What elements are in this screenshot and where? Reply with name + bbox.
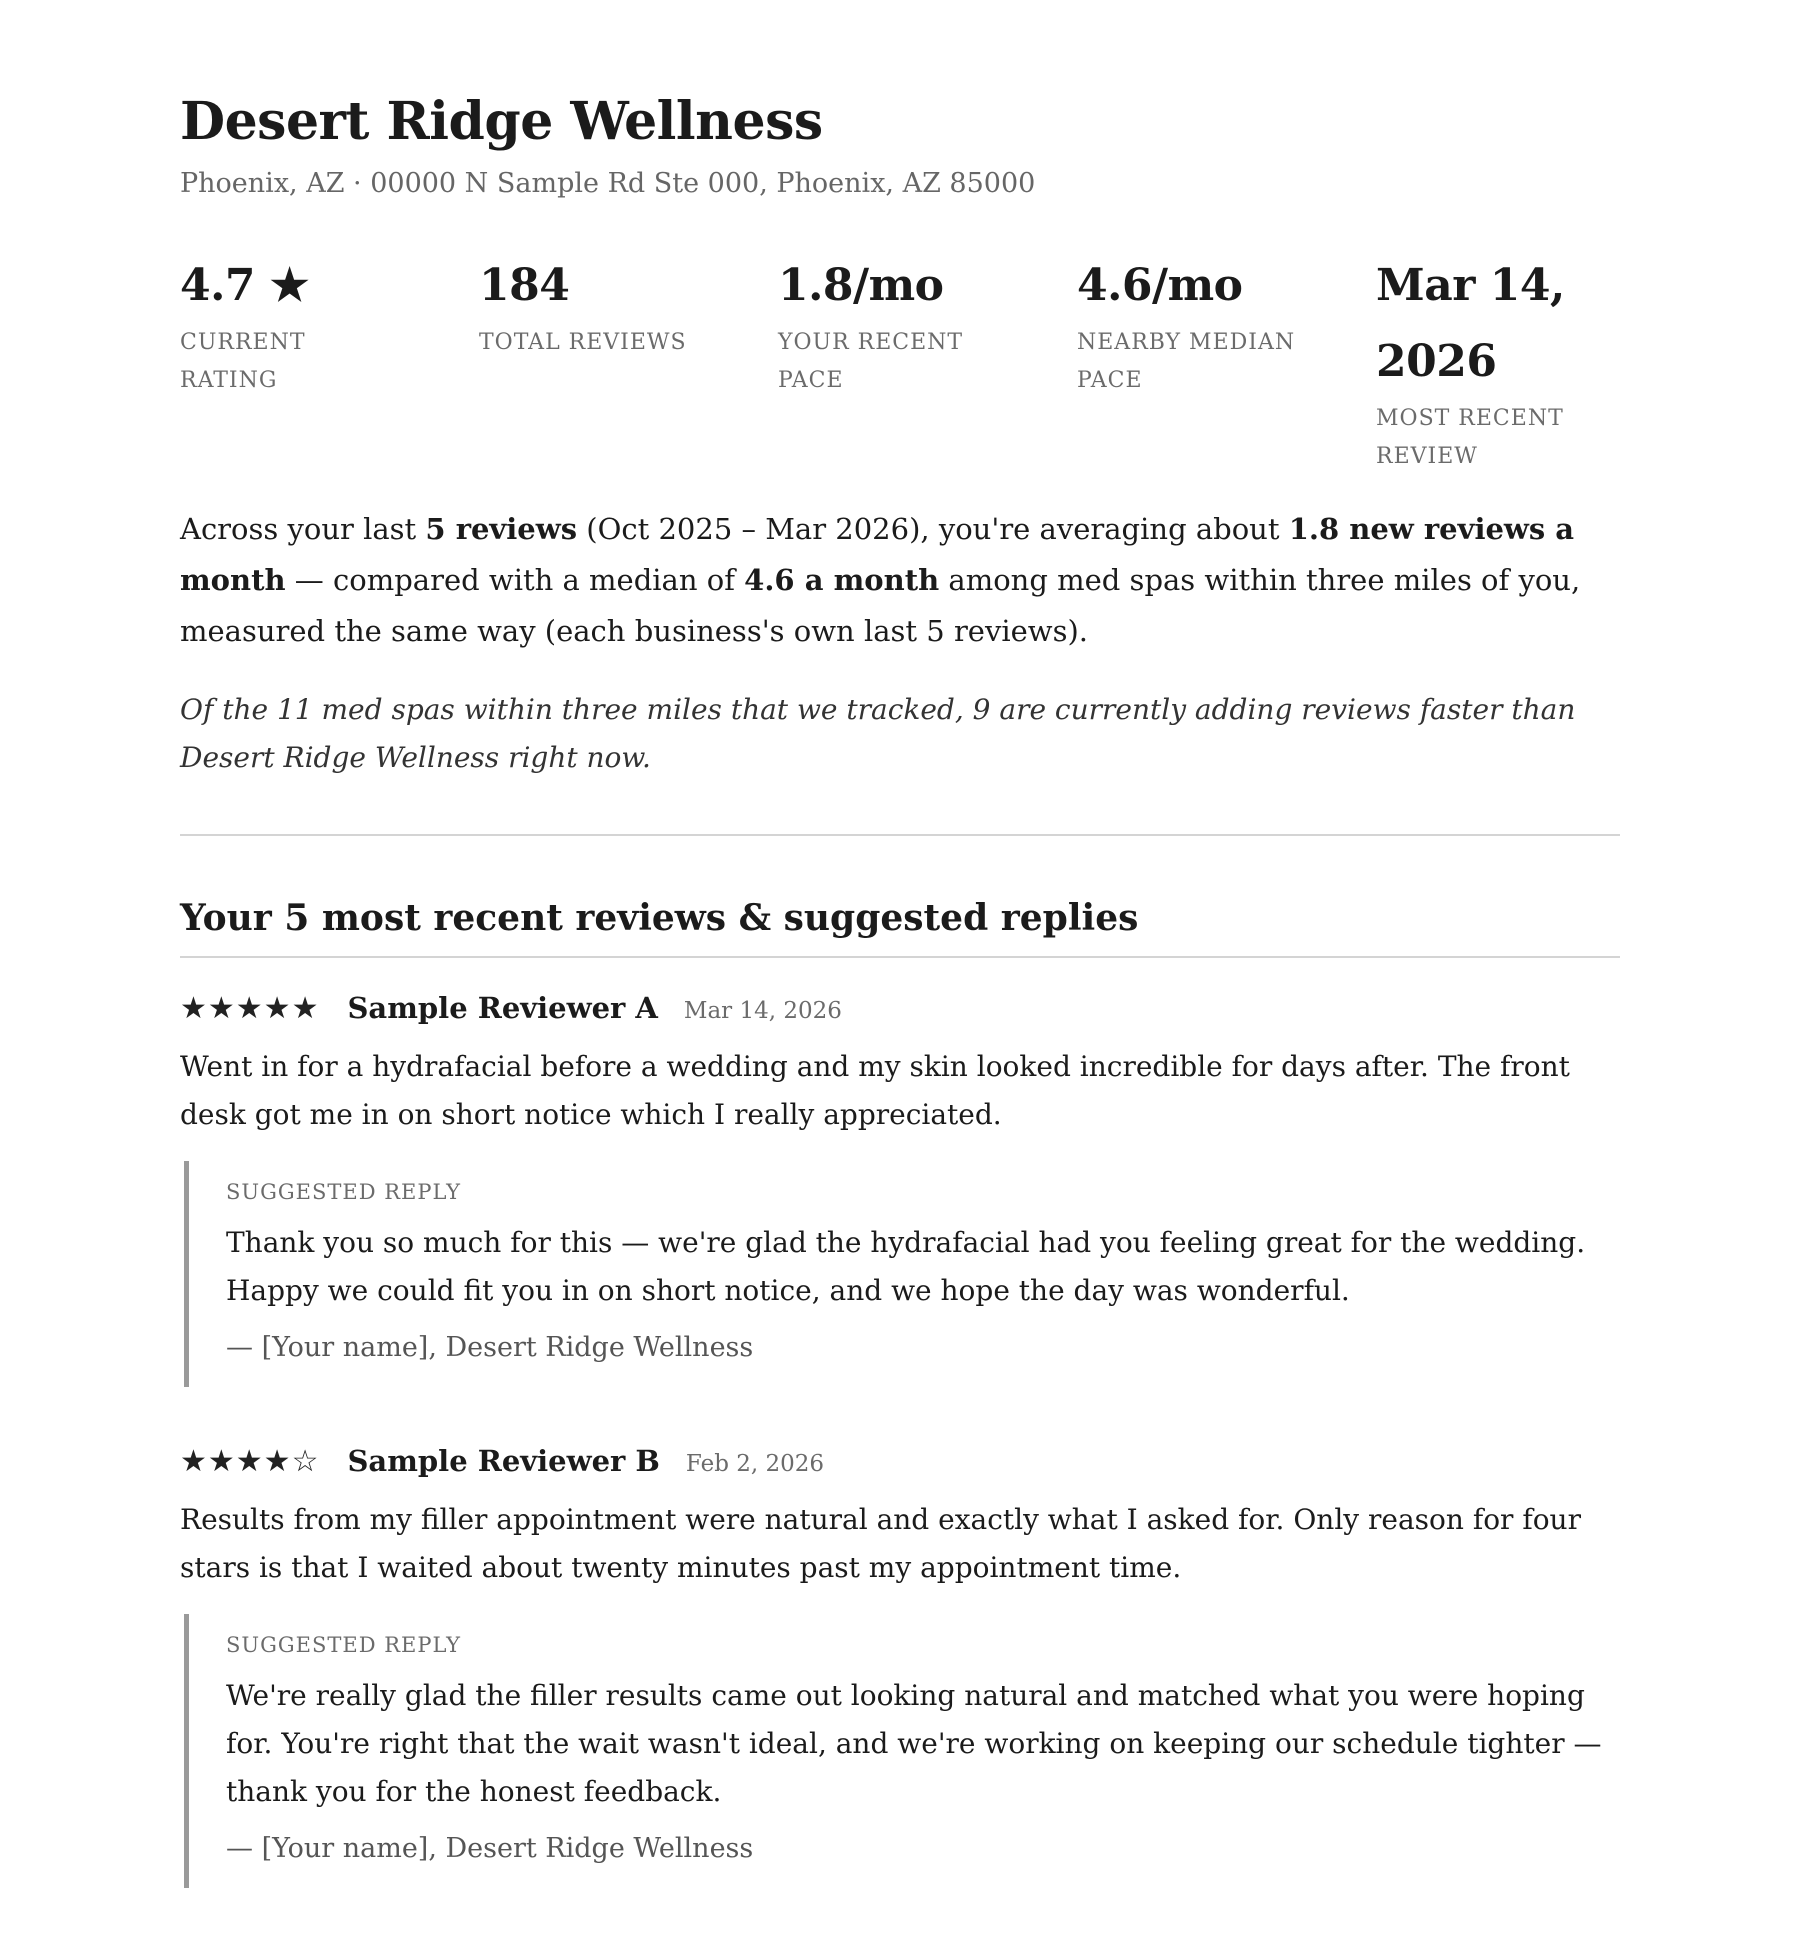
- report-page: [180, 0, 1620, 1888]
- suggested-reply: [184, 1161, 1620, 1387]
- review-item: [180, 1441, 1620, 1888]
- business-location: Phoenix, AZ · 00000 N Sample Rd Ste 000, Phoenix, AZ 85000: [180, 168, 1036, 199]
- review-date: Mar 14, 2026: [683, 998, 842, 1024]
- stat-value: 184: [479, 260, 570, 311]
- stat-label: YOUR RECENT PACE: [778, 330, 964, 393]
- stat-value: 1.8/mo: [778, 260, 944, 311]
- pace-summary: [180, 504, 1620, 657]
- suggested-reply-label: SUGGESTED REPLY: [226, 1180, 461, 1204]
- review-header: [180, 1441, 1620, 1484]
- suggested-reply-signature: — [Your name], Desert Ridge Wellness: [226, 1332, 754, 1363]
- stat-label: NEARBY MEDIAN PACE: [1077, 330, 1296, 393]
- review-text: Results from my filler appointment were natural and exactly what I asked for. Only reason for four stars is that I waited about twenty minutes past my appointment time.: [180, 1503, 1581, 1584]
- summary-emphasis: 1.8 new reviews a month: [180, 512, 1575, 597]
- review-text: Went in for a hydrafacial before a wedding and my skin looked incredible for days after. The front desk got me in on short notice which I really appreciated.: [180, 1050, 1570, 1131]
- review-date: Feb 2, 2026: [685, 1451, 825, 1477]
- stat-label: MOST RECENT REVIEW: [1376, 406, 1564, 469]
- suggested-reply-text[interactable]: Thank you so much for this — we're glad the hydrafacial had you feeling great for the wedding. Happy we could fit you in on short notice, and we hope the day was wonderful.: [226, 1226, 1586, 1307]
- reviews-section-title: Your 5 most recent reviews & suggested replies: [180, 896, 1620, 958]
- summary-emphasis: 4.6 a month: [744, 563, 940, 597]
- summary-emphasis: 5 reviews: [425, 512, 578, 546]
- summary-text: (Oct 2025 – Mar 2026), you're averaging about: [577, 512, 1289, 546]
- stat-value: 4.7 ★: [180, 260, 309, 311]
- stat-value: Mar 14, 2026: [1376, 260, 1565, 387]
- stat-label: TOTAL REVIEWS: [479, 330, 687, 355]
- summary-text: among med spas within three miles of you, measured the same way (each business's own last 5 reviews).: [180, 563, 1581, 648]
- summary-text: — compared with a median of: [285, 563, 745, 597]
- stat-value: 4.6/mo: [1077, 260, 1243, 311]
- stat-current-rating: [180, 248, 479, 400]
- reviewer-name: Sample Reviewer B: [347, 1444, 660, 1478]
- review-item: [180, 988, 1620, 1387]
- competitor-note: Of the 11 med spas within three miles that we tracked, 9 are currently adding reviews faster than Desert Ridge Wellness right now.: [180, 693, 1576, 774]
- suggested-reply: [184, 1614, 1620, 1888]
- stat-total-reviews: [479, 248, 778, 362]
- reviewer-name: Sample Reviewer A: [347, 991, 658, 1025]
- stats-row: [180, 248, 1620, 476]
- stat-label: CURRENT RATING: [180, 330, 306, 393]
- suggested-reply-signature: — [Your name], Desert Ridge Wellness: [226, 1833, 754, 1864]
- stat-most-recent-review: [1376, 248, 1620, 476]
- section-divider: [180, 834, 1620, 836]
- star-rating-icon: ★★★★☆: [180, 1444, 320, 1479]
- business-name: Desert Ridge Wellness: [180, 91, 823, 152]
- review-header: [180, 988, 1620, 1031]
- stat-your-recent-pace: [778, 248, 1077, 400]
- suggested-reply-text[interactable]: We're really glad the filler results came out looking natural and matched what you were hoping for. You're right that the wait wasn't ideal, and we're working on keeping our schedule tighter — thank you for the honest feedback.: [226, 1679, 1602, 1808]
- suggested-reply-label: SUGGESTED REPLY: [226, 1633, 461, 1657]
- star-rating-icon: ★★★★★: [180, 991, 320, 1026]
- summary-text: Across your last: [180, 512, 426, 546]
- stat-nearby-median-pace: [1077, 248, 1376, 400]
